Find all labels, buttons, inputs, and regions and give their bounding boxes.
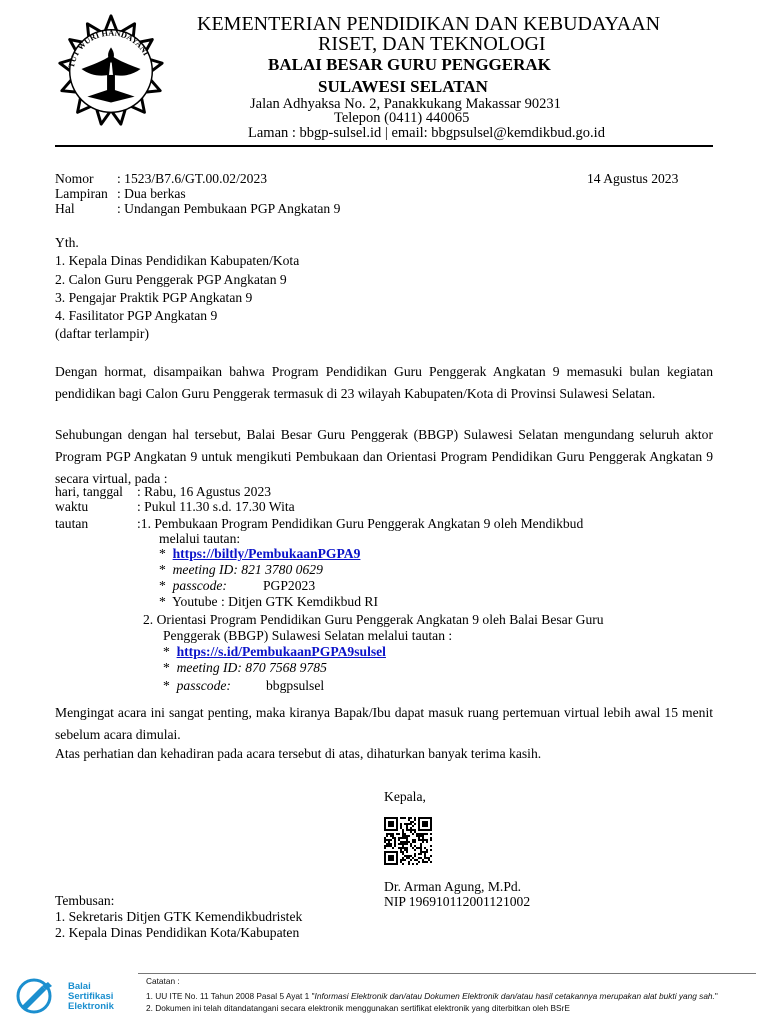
event2-subtitle: Penggerak (BBGP) Sulawesi Selatan melalui tautan : xyxy=(163,628,453,643)
body-paragraph-2-text: Sehubungan dengan hal tersebut, Balai Besar Guru Penggerak (BBGP) Sulawesi Selatan mengundang seluruh aktor Program PGP Angkatan 9 untuk mengikuti Pembukaan dan Orientasi Program Pendidikan Guru Penggerak Angkatan 9 secara virtual, pada : xyxy=(55,427,713,486)
day-value: : Rabu, 16 Agustus 2023 xyxy=(137,484,272,499)
lampiran-label: Lampiran xyxy=(55,186,108,201)
link-label: tautan xyxy=(55,516,89,531)
time-value: : Pukul 11.30 s.d. 17.30 Wita xyxy=(137,499,295,514)
closing-paragraph-2: Atas perhatian dan kehadiran pada acara tersebut di atas, dihaturkan banyak terima kasih. xyxy=(55,746,542,761)
logo-text: TUT WURI HANDAYANI xyxy=(66,28,151,69)
ministry-name-line1: KEMENTERIAN PENDIDIKAN DAN KEBUDAYAAN xyxy=(197,13,661,35)
signatory-title: Kepala, xyxy=(384,789,426,804)
office-name-line1: BALAI BESAR GURU PENGGERAK xyxy=(268,55,551,74)
recipient-note: (daftar terlampir) xyxy=(55,326,149,341)
event2-passcode-row xyxy=(163,678,231,694)
recipient-item: 2. Calon Guru Penggerak PGP Angkatan 9 xyxy=(55,272,287,287)
event2-meeting-row xyxy=(163,660,327,676)
time-label: waktu xyxy=(55,499,89,514)
office-address: Jalan Adhyaksa No. 2, Panakkukang Makassar 90231 xyxy=(250,96,561,112)
bullet: * xyxy=(163,644,170,659)
body-paragraph-1-text: Dengan hormat, disampaikan bahwa Program Pendidikan Guru Penggerak Angkatan 9 memasuki bulan kegiatan pendidikan bagi Calon Guru Penggerak termasuk di 23 wilayah Kabupaten/Kota di Provinsi Sulawesi Selatan. xyxy=(55,364,713,401)
recipient-item: 3. Pengajar Praktik PGP Angkatan 9 xyxy=(55,290,253,305)
notes-title: Catatan : xyxy=(146,976,180,986)
salutation: Yth. xyxy=(55,235,79,250)
event2-passcode: bbgpsulsel xyxy=(266,678,325,693)
bullet: * xyxy=(159,578,166,593)
event2-zoom-link[interactable]: https://s.id/PembukaanPGPA9sulsel xyxy=(176,644,386,659)
event1-title: :1. Pembukaan Program Pendidikan Guru Penggerak Angkatan 9 oleh Mendikbud xyxy=(137,516,584,531)
bsre-name-line1: Balai xyxy=(68,981,91,992)
event1-zoom-link[interactable]: https://biltly/PembukaanPGPA9 xyxy=(172,546,361,561)
cc-item: 2. Kepala Dinas Pendidikan Kota/Kabupaten xyxy=(55,925,300,940)
event1-passcode-row xyxy=(159,578,227,594)
meeting-id-label: meeting ID: xyxy=(176,660,246,675)
passcode-label: passcode: xyxy=(172,578,227,593)
body-paragraph-1 xyxy=(55,361,713,405)
event1-meeting-row xyxy=(159,562,323,578)
note-1 xyxy=(146,991,718,1002)
recipient-item: 4. Fasilitator PGP Angkatan 9 xyxy=(55,308,218,323)
bsre-name-line2: Sertifikasi xyxy=(68,991,114,1002)
hal-value: : Undangan Pembukaan PGP Angkatan 9 xyxy=(117,201,341,216)
event1-link-row xyxy=(159,546,360,562)
body-paragraph-2 xyxy=(55,424,713,490)
note-2: 2. Dokumen ini telah ditandatangani secara elektronik menggunakan sertifikat elektronik yang diterbitkan oleh BSrE xyxy=(146,1003,570,1013)
recipient-item: 1. Kepala Dinas Pendidikan Kabupaten/Kota xyxy=(55,253,300,268)
event1-subtitle: melalui tautan: xyxy=(159,531,241,546)
office-name-line2: SULAWESI SELATAN xyxy=(318,77,488,96)
note-1-suffix: " xyxy=(714,991,718,1001)
qr-code-signature xyxy=(384,817,432,865)
bullet: * xyxy=(159,546,166,561)
footer-notes xyxy=(138,973,756,1018)
meeting-id-label: meeting ID: xyxy=(172,562,242,577)
event2-link-row xyxy=(163,644,386,660)
cc-item: 1. Sekretaris Ditjen GTK Kemendikbudristek xyxy=(55,909,303,924)
nomor-value: : 1523/B7.6/GT.00.02/2023 xyxy=(117,171,268,186)
signatory-nip: NIP 196910112001121002 xyxy=(384,894,531,909)
cc-label: Tembusan: xyxy=(55,893,115,908)
event2-meeting-id: 870 7568 9785 xyxy=(245,660,327,675)
office-phone: Telepon (0411) 440065 xyxy=(334,110,470,126)
bsre-logo-icon xyxy=(12,976,62,1014)
lampiran-value: : Dua berkas xyxy=(117,186,186,201)
bullet: * xyxy=(163,660,170,675)
closing-paragraph-1 xyxy=(55,702,713,746)
passcode-label: passcode: xyxy=(176,678,231,693)
bullet: * xyxy=(159,594,166,609)
note-1-quote: Informasi Elektronik dan/atau Dokumen Elektronik dan/atau hasil cetakannya merupakan alat bukti yang sah. xyxy=(314,991,715,1001)
bsre-name-line3: Elektronik xyxy=(68,1001,114,1012)
event1-youtube: Youtube : Ditjen GTK Kemdikbud RI xyxy=(172,594,379,609)
bullet: * xyxy=(163,678,170,693)
bullet: * xyxy=(159,562,166,577)
closing-paragraph-1-text: Mengingat acara ini sangat penting, maka kiranya Bapak/Ibu dapat masuk ruang pertemuan virtual lebih awal 15 menit sebelum acara dimulai. xyxy=(55,705,713,742)
event1-youtube-row xyxy=(159,594,378,610)
signatory-name: Dr. Arman Agung, M.Pd. xyxy=(384,879,522,894)
tut-wuri-handayani-logo xyxy=(52,12,170,130)
office-web-email: Laman : bbgp-sulsel.id | email: bbgpsulsel@kemdikbud.go.id xyxy=(248,125,605,141)
nomor-label: Nomor xyxy=(55,171,94,186)
event1-passcode: PGP2023 xyxy=(263,578,316,593)
hal-label: Hal xyxy=(55,201,75,216)
day-label: hari, tanggal xyxy=(55,484,123,499)
note-1-prefix: 1. UU ITE No. 11 Tahun 2008 Pasal 5 Ayat 1 " xyxy=(146,991,315,1001)
event1-meeting-id: 821 3780 0629 xyxy=(241,562,323,577)
event2-title: 2. Orientasi Program Pendidikan Guru Penggerak Angkatan 9 oleh Balai Besar Guru xyxy=(143,612,604,627)
letter-date: 14 Agustus 2023 xyxy=(587,171,679,186)
letterhead-divider xyxy=(55,145,713,147)
ministry-name-line2: RISET, DAN TEKNOLOGI xyxy=(318,33,546,55)
